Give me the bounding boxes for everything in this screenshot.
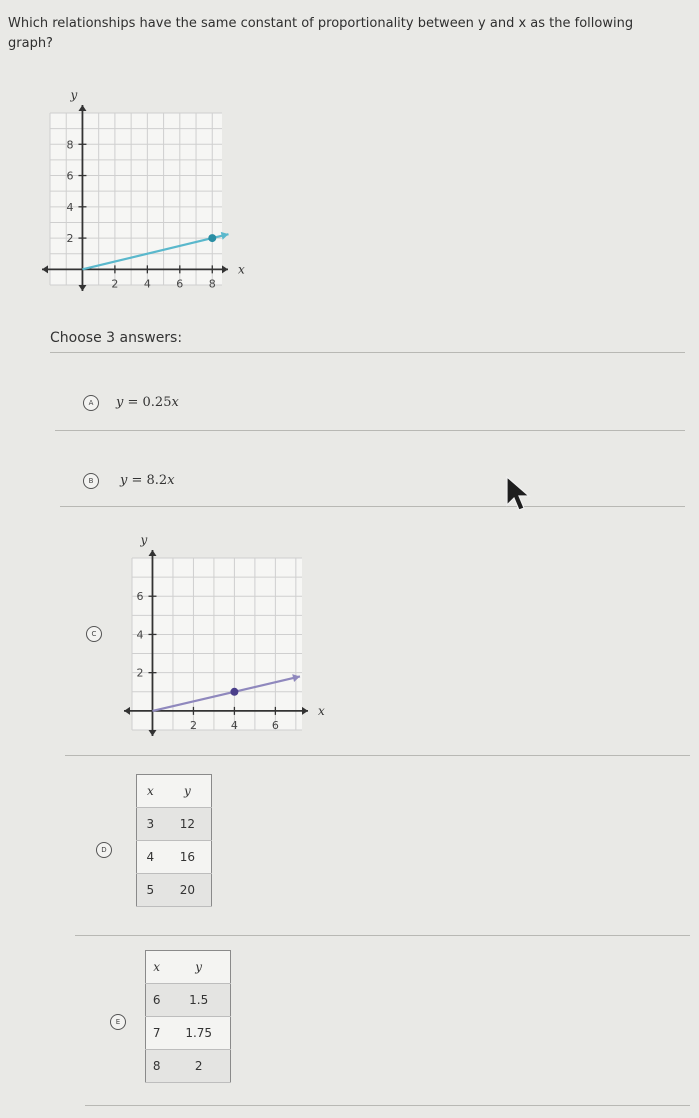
- option-a-rhs: = 0.25: [123, 395, 172, 410]
- divider: [85, 1105, 690, 1106]
- y-axis-label: y: [70, 88, 78, 102]
- y-tick-label: 8: [66, 138, 74, 152]
- option-b-var: x: [167, 473, 175, 488]
- option-d-radio[interactable]: D: [96, 842, 112, 858]
- table-cell: 7: [146, 1017, 168, 1050]
- option-b-equation: [120, 473, 175, 488]
- option-b-rhs: = 8.2: [127, 473, 168, 488]
- mouse-cursor-icon: [505, 475, 533, 513]
- x-tick-label: 4: [230, 718, 238, 732]
- divider: [55, 430, 685, 431]
- question-graph-svg: [40, 85, 245, 300]
- table-header-y: y: [164, 775, 212, 808]
- option-a-equation: [116, 395, 179, 410]
- x-axis-arrow-icon: [302, 707, 308, 715]
- y-tick-label: 2: [66, 232, 74, 246]
- divider: [75, 935, 690, 936]
- option-b-lhs: y: [120, 473, 128, 488]
- x-axis-arrow-icon: [124, 707, 130, 715]
- table-row: [137, 874, 212, 907]
- graph-background: [132, 558, 302, 730]
- option-a-radio[interactable]: A: [83, 395, 99, 411]
- option-d-table: [136, 774, 212, 907]
- option-b-radio[interactable]: B: [83, 473, 99, 489]
- y-tick-label: 6: [66, 169, 74, 183]
- table-header-row: [137, 775, 212, 808]
- option-c-graph-svg: [122, 530, 325, 740]
- table-row: [146, 984, 231, 1017]
- table-cell: 20: [164, 874, 212, 907]
- x-tick-label: 6: [271, 718, 279, 732]
- x-tick-label: 2: [189, 718, 197, 732]
- table-cell: 1.75: [167, 1017, 230, 1050]
- y-tick-label: 2: [136, 666, 144, 680]
- y-axis-label: y: [140, 533, 148, 547]
- y-tick-label: 4: [136, 628, 144, 642]
- table-cell: 12: [164, 808, 212, 841]
- y-axis-arrow-icon: [148, 730, 156, 736]
- y-tick-label: 6: [136, 590, 144, 604]
- data-point: [230, 688, 238, 696]
- divider: [65, 755, 690, 756]
- y-axis-arrow-icon: [148, 550, 156, 556]
- x-tick-label: 2: [111, 277, 119, 291]
- table-row: [137, 808, 212, 841]
- data-point: [208, 234, 216, 242]
- table-row: [146, 1017, 231, 1050]
- x-axis-arrow-icon: [42, 265, 48, 273]
- x-tick-label: 6: [176, 277, 184, 291]
- option-a[interactable]: [80, 392, 580, 416]
- table-header-row: [146, 951, 231, 984]
- y-axis-arrow-icon: [78, 285, 86, 291]
- x-tick-label: 8: [208, 277, 216, 291]
- x-tick-label: 4: [143, 277, 151, 291]
- table-cell: 2: [167, 1050, 230, 1083]
- option-d[interactable]: [80, 772, 640, 922]
- option-e[interactable]: [80, 948, 640, 1098]
- table-cell: 16: [164, 841, 212, 874]
- x-axis-label: x: [318, 703, 325, 718]
- table-cell: 3: [137, 808, 164, 841]
- option-e-radio[interactable]: E: [110, 1014, 126, 1030]
- option-e-table: [145, 950, 231, 1083]
- divider: [50, 352, 685, 353]
- table-cell: 5: [137, 874, 164, 907]
- table-row: [146, 1050, 231, 1083]
- table-cell: 6: [146, 984, 168, 1017]
- option-a-lhs: y: [116, 395, 124, 410]
- question-text: Which relationships have the same constant of proportionality between y and x as the following graph?: [8, 16, 634, 51]
- choose-answers-prompt: Choose 3 answers:: [50, 330, 183, 346]
- table-cell: 1.5: [167, 984, 230, 1017]
- x-axis-label: x: [238, 262, 245, 277]
- option-a-var: x: [171, 395, 179, 410]
- table-header-x: x: [146, 951, 168, 984]
- y-axis-arrow-icon: [78, 105, 86, 111]
- y-tick-label: 4: [66, 200, 74, 214]
- table-header-y: y: [167, 951, 230, 984]
- question-graph: [40, 85, 245, 300]
- option-c-radio[interactable]: C: [86, 626, 102, 642]
- option-c[interactable]: [80, 520, 640, 740]
- table-cell: 4: [137, 841, 164, 874]
- x-axis-arrow-icon: [222, 265, 228, 273]
- table-row: [137, 841, 212, 874]
- option-c-graph: [122, 530, 325, 740]
- table-cell: 8: [146, 1050, 168, 1083]
- table-header-x: x: [137, 775, 164, 808]
- divider: [60, 506, 685, 507]
